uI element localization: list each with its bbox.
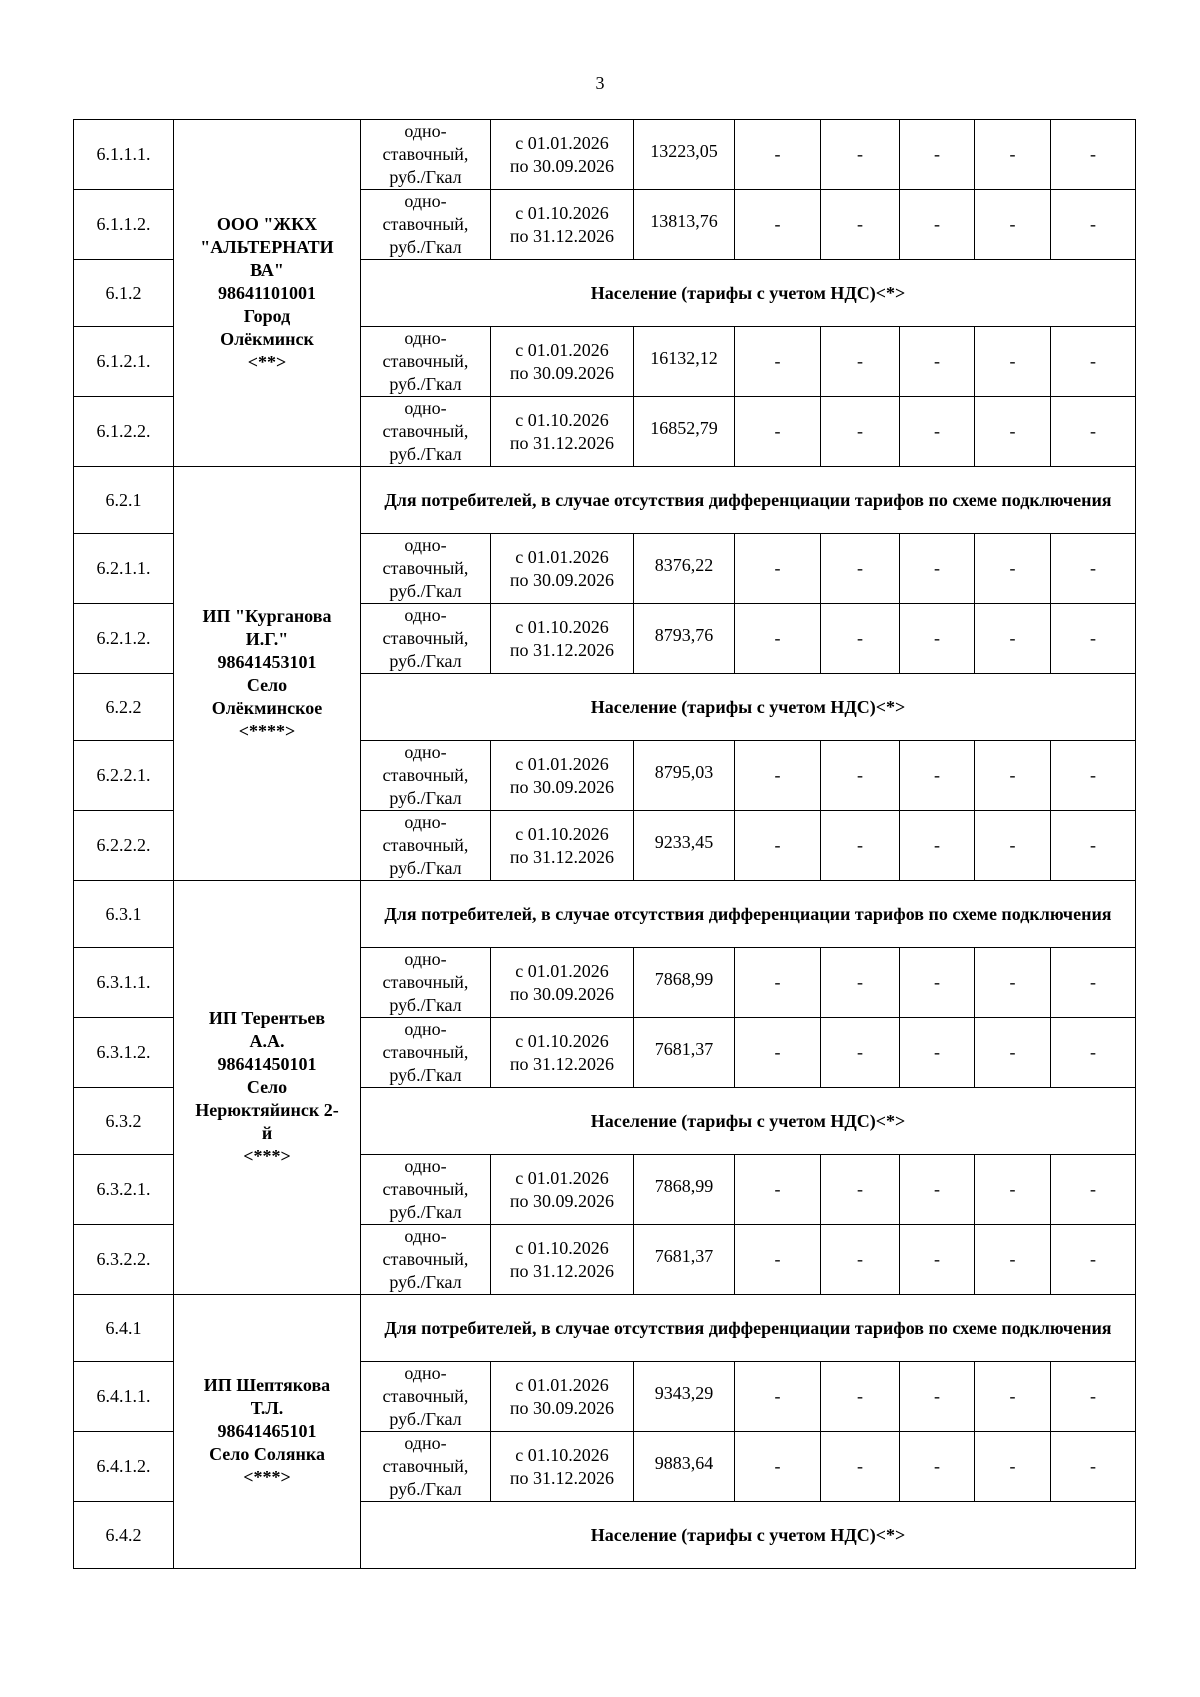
- dash-cell: -: [900, 811, 975, 881]
- rate-type-cell: одно- ставочный, руб./Гкал: [361, 948, 491, 1018]
- tariff-value: 7868,99: [634, 1155, 735, 1225]
- rate-type-cell: одно- ставочный, руб./Гкал: [361, 190, 491, 260]
- row-code: 6.1.2.1.: [74, 327, 174, 397]
- dash-cell: -: [1051, 1155, 1136, 1225]
- dash-cell: -: [1051, 397, 1136, 467]
- row-code: 6.2.1.2.: [74, 604, 174, 674]
- tariff-value: 13813,76: [634, 190, 735, 260]
- dash-cell: -: [821, 190, 900, 260]
- section-heading: Для потребителей, в случае отсутствия дифференциации тарифов по схеме подключения: [361, 467, 1136, 534]
- row-code: 6.2.2.1.: [74, 741, 174, 811]
- row-code: 6.3.1: [74, 881, 174, 948]
- organization-cell: [174, 467, 361, 881]
- org-line: <**>: [247, 351, 287, 372]
- org-line: А.А.: [249, 1031, 285, 1051]
- row-code: 6.3.1.2.: [74, 1018, 174, 1088]
- tariff-value: 16132,12: [634, 327, 735, 397]
- dash-cell: -: [975, 1155, 1051, 1225]
- org-line: ИП Терентьев: [208, 1008, 326, 1028]
- tariff-value: 9343,29: [634, 1362, 735, 1432]
- dash-cell: -: [1051, 534, 1136, 604]
- row-code: 6.2.1.1.: [74, 534, 174, 604]
- org-line: 98641453101: [217, 651, 317, 672]
- row-code: 6.4.1: [74, 1295, 174, 1362]
- rate-type-cell: одно- ставочный, руб./Гкал: [361, 604, 491, 674]
- period-cell: с 01.01.2026 по 30.09.2026: [491, 534, 634, 604]
- row-code: 6.4.1.2.: [74, 1432, 174, 1502]
- org-line: <****>: [238, 720, 296, 741]
- dash-cell: -: [821, 1432, 900, 1502]
- dash-cell: -: [975, 397, 1051, 467]
- dash-cell: -: [821, 604, 900, 674]
- dash-cell: -: [975, 1362, 1051, 1432]
- dash-cell: -: [900, 948, 975, 1018]
- row-code: 6.3.2.1.: [74, 1155, 174, 1225]
- dash-cell: -: [821, 534, 900, 604]
- row-code: 6.4.2: [74, 1502, 174, 1569]
- dash-cell: -: [900, 120, 975, 190]
- org-line: ВА": [250, 259, 284, 280]
- section-heading: Население (тарифы с учетом НДС)<*>: [361, 1088, 1136, 1155]
- dash-cell: -: [735, 741, 821, 811]
- dash-cell: -: [1051, 811, 1136, 881]
- period-cell: с 01.10.2026 по 31.12.2026: [491, 1225, 634, 1295]
- dash-cell: -: [821, 397, 900, 467]
- dash-cell: -: [900, 741, 975, 811]
- dash-cell: -: [1051, 1362, 1136, 1432]
- org-line: <***>: [243, 1146, 291, 1166]
- org-line: 98641450101: [217, 1054, 317, 1074]
- org-line: Нерюктяйинск 2-: [195, 1100, 339, 1120]
- row-code: 6.3.2.2.: [74, 1225, 174, 1295]
- dash-cell: -: [735, 190, 821, 260]
- period-cell: с 01.10.2026 по 31.12.2026: [491, 604, 634, 674]
- period-cell: с 01.01.2026 по 30.09.2026: [491, 948, 634, 1018]
- dash-cell: -: [1051, 1018, 1136, 1088]
- tariff-value: 8795,03: [634, 741, 735, 811]
- dash-cell: -: [975, 741, 1051, 811]
- org-line: ИП Шептякова: [203, 1375, 331, 1395]
- dash-cell: -: [735, 397, 821, 467]
- org-line: Село: [246, 674, 288, 695]
- tariff-value: 16852,79: [634, 397, 735, 467]
- section-heading: Для потребителей, в случае отсутствия дифференциации тарифов по схеме подключения: [361, 1295, 1136, 1362]
- row-code: 6.1.2.2.: [74, 397, 174, 467]
- dash-cell: -: [735, 1432, 821, 1502]
- dash-cell: -: [900, 604, 975, 674]
- rate-type-cell: одно- ставочный, руб./Гкал: [361, 1432, 491, 1502]
- dash-cell: -: [735, 327, 821, 397]
- dash-cell: -: [900, 327, 975, 397]
- rate-type-cell: одно- ставочный, руб./Гкал: [361, 811, 491, 881]
- dash-cell: -: [735, 604, 821, 674]
- rate-type-cell: одно- ставочный, руб./Гкал: [361, 534, 491, 604]
- rate-type-cell: одно- ставочный, руб./Гкал: [361, 327, 491, 397]
- page-number: 3: [595, 73, 605, 93]
- dash-cell: -: [975, 948, 1051, 1018]
- dash-cell: -: [735, 1362, 821, 1432]
- rate-type-cell: одно- ставочный, руб./Гкал: [361, 397, 491, 467]
- dash-cell: -: [975, 327, 1051, 397]
- tariff-value: 7868,99: [634, 948, 735, 1018]
- period-cell: с 01.10.2026 по 31.12.2026: [491, 1018, 634, 1088]
- tariff-value: 9883,64: [634, 1432, 735, 1502]
- table-row: [74, 120, 1136, 190]
- dash-cell: -: [975, 534, 1051, 604]
- dash-cell: -: [975, 1432, 1051, 1502]
- dash-cell: -: [900, 190, 975, 260]
- dash-cell: -: [1051, 1432, 1136, 1502]
- dash-cell: -: [900, 1432, 975, 1502]
- org-line: Село Солянка: [209, 1444, 325, 1464]
- org-line: ООО "ЖКХ: [216, 213, 318, 234]
- period-cell: с 01.01.2026 по 30.09.2026: [491, 741, 634, 811]
- rate-type-cell: одно- ставочный, руб./Гкал: [361, 1225, 491, 1295]
- dash-cell: -: [975, 811, 1051, 881]
- dash-cell: -: [975, 120, 1051, 190]
- period-cell: с 01.01.2026 по 30.09.2026: [491, 1362, 634, 1432]
- dash-cell: -: [821, 948, 900, 1018]
- dash-cell: -: [1051, 327, 1136, 397]
- tariff-value: 8793,76: [634, 604, 735, 674]
- dash-cell: -: [900, 1018, 975, 1088]
- section-heading: Население (тарифы с учетом НДС)<*>: [361, 674, 1136, 741]
- organization-cell: [174, 120, 361, 467]
- period-cell: с 01.10.2026 по 31.12.2026: [491, 190, 634, 260]
- org-line: Олёкминск: [220, 328, 314, 349]
- org-line: И.Г.": [245, 628, 289, 649]
- section-heading: Население (тарифы с учетом НДС)<*>: [361, 260, 1136, 327]
- dash-cell: -: [900, 1362, 975, 1432]
- dash-cell: -: [821, 1018, 900, 1088]
- dash-cell: -: [821, 741, 900, 811]
- row-code: 6.3.2: [74, 1088, 174, 1155]
- tariff-value: 13223,05: [634, 120, 735, 190]
- dash-cell: -: [1051, 1225, 1136, 1295]
- dash-cell: -: [1051, 741, 1136, 811]
- table-row: [74, 881, 1136, 948]
- dash-cell: -: [735, 948, 821, 1018]
- dash-cell: -: [900, 1155, 975, 1225]
- row-code: 6.3.1.1.: [74, 948, 174, 1018]
- section-heading: Население (тарифы с учетом НДС)<*>: [361, 1502, 1136, 1569]
- dash-cell: -: [900, 1225, 975, 1295]
- dash-cell: -: [900, 397, 975, 467]
- organization-cell: [174, 1295, 361, 1569]
- tariff-value: 8376,22: [634, 534, 735, 604]
- period-cell: с 01.10.2026 по 31.12.2026: [491, 1432, 634, 1502]
- organization-cell: [174, 881, 361, 1295]
- rate-type-cell: одно- ставочный, руб./Гкал: [361, 741, 491, 811]
- org-line: "АЛЬТЕРНАТИ: [200, 236, 334, 257]
- rate-type-cell: одно- ставочный, руб./Гкал: [361, 1362, 491, 1432]
- dash-cell: -: [821, 120, 900, 190]
- dash-cell: -: [821, 1155, 900, 1225]
- rate-type-cell: одно- ставочный, руб./Гкал: [361, 1155, 491, 1225]
- dash-cell: -: [1051, 120, 1136, 190]
- period-cell: с 01.10.2026 по 31.12.2026: [491, 811, 634, 881]
- row-code: 6.1.1.2.: [74, 190, 174, 260]
- dash-cell: -: [821, 811, 900, 881]
- dash-cell: -: [1051, 604, 1136, 674]
- org-line: Село: [246, 1077, 288, 1097]
- org-line: Город: [243, 305, 291, 326]
- dash-cell: -: [975, 1225, 1051, 1295]
- dash-cell: -: [975, 190, 1051, 260]
- dash-cell: -: [821, 1362, 900, 1432]
- org-line: Олёкминское: [211, 697, 323, 718]
- dash-cell: -: [735, 534, 821, 604]
- dash-cell: -: [735, 1225, 821, 1295]
- row-code: 6.1.2: [74, 260, 174, 327]
- dash-cell: -: [735, 1018, 821, 1088]
- period-cell: с 01.01.2026 по 30.09.2026: [491, 120, 634, 190]
- row-code: 6.2.2: [74, 674, 174, 741]
- dash-cell: -: [735, 1155, 821, 1225]
- tariff-table: [73, 119, 1136, 1569]
- org-line: Т.Л.: [250, 1398, 284, 1418]
- tariff-value: 7681,37: [634, 1225, 735, 1295]
- period-cell: с 01.01.2026 по 30.09.2026: [491, 327, 634, 397]
- row-code: 6.2.2.2.: [74, 811, 174, 881]
- section-heading: Для потребителей, в случае отсутствия дифференциации тарифов по схеме подключения: [361, 881, 1136, 948]
- table-row: [74, 1295, 1136, 1362]
- dash-cell: -: [821, 1225, 900, 1295]
- org-line: <***>: [243, 1467, 291, 1487]
- period-cell: с 01.10.2026 по 31.12.2026: [491, 397, 634, 467]
- org-line: й: [261, 1123, 273, 1143]
- org-line: 98641101001: [217, 282, 316, 303]
- rate-type-cell: одно- ставочный, руб./Гкал: [361, 1018, 491, 1088]
- rate-type-cell: одно- ставочный, руб./Гкал: [361, 120, 491, 190]
- dash-cell: -: [975, 1018, 1051, 1088]
- row-code: 6.1.1.1.: [74, 120, 174, 190]
- dash-cell: -: [900, 534, 975, 604]
- org-line: 98641465101: [217, 1421, 317, 1441]
- dash-cell: -: [975, 604, 1051, 674]
- tariff-value: 9233,45: [634, 811, 735, 881]
- dash-cell: -: [1051, 948, 1136, 1018]
- dash-cell: -: [1051, 190, 1136, 260]
- dash-cell: -: [821, 327, 900, 397]
- row-code: 6.2.1: [74, 467, 174, 534]
- tariff-value: 7681,37: [634, 1018, 735, 1088]
- dash-cell: -: [735, 120, 821, 190]
- row-code: 6.4.1.1.: [74, 1362, 174, 1432]
- org-line: ИП "Курганова: [202, 605, 332, 626]
- table-row: [74, 467, 1136, 534]
- period-cell: с 01.01.2026 по 30.09.2026: [491, 1155, 634, 1225]
- dash-cell: -: [735, 811, 821, 881]
